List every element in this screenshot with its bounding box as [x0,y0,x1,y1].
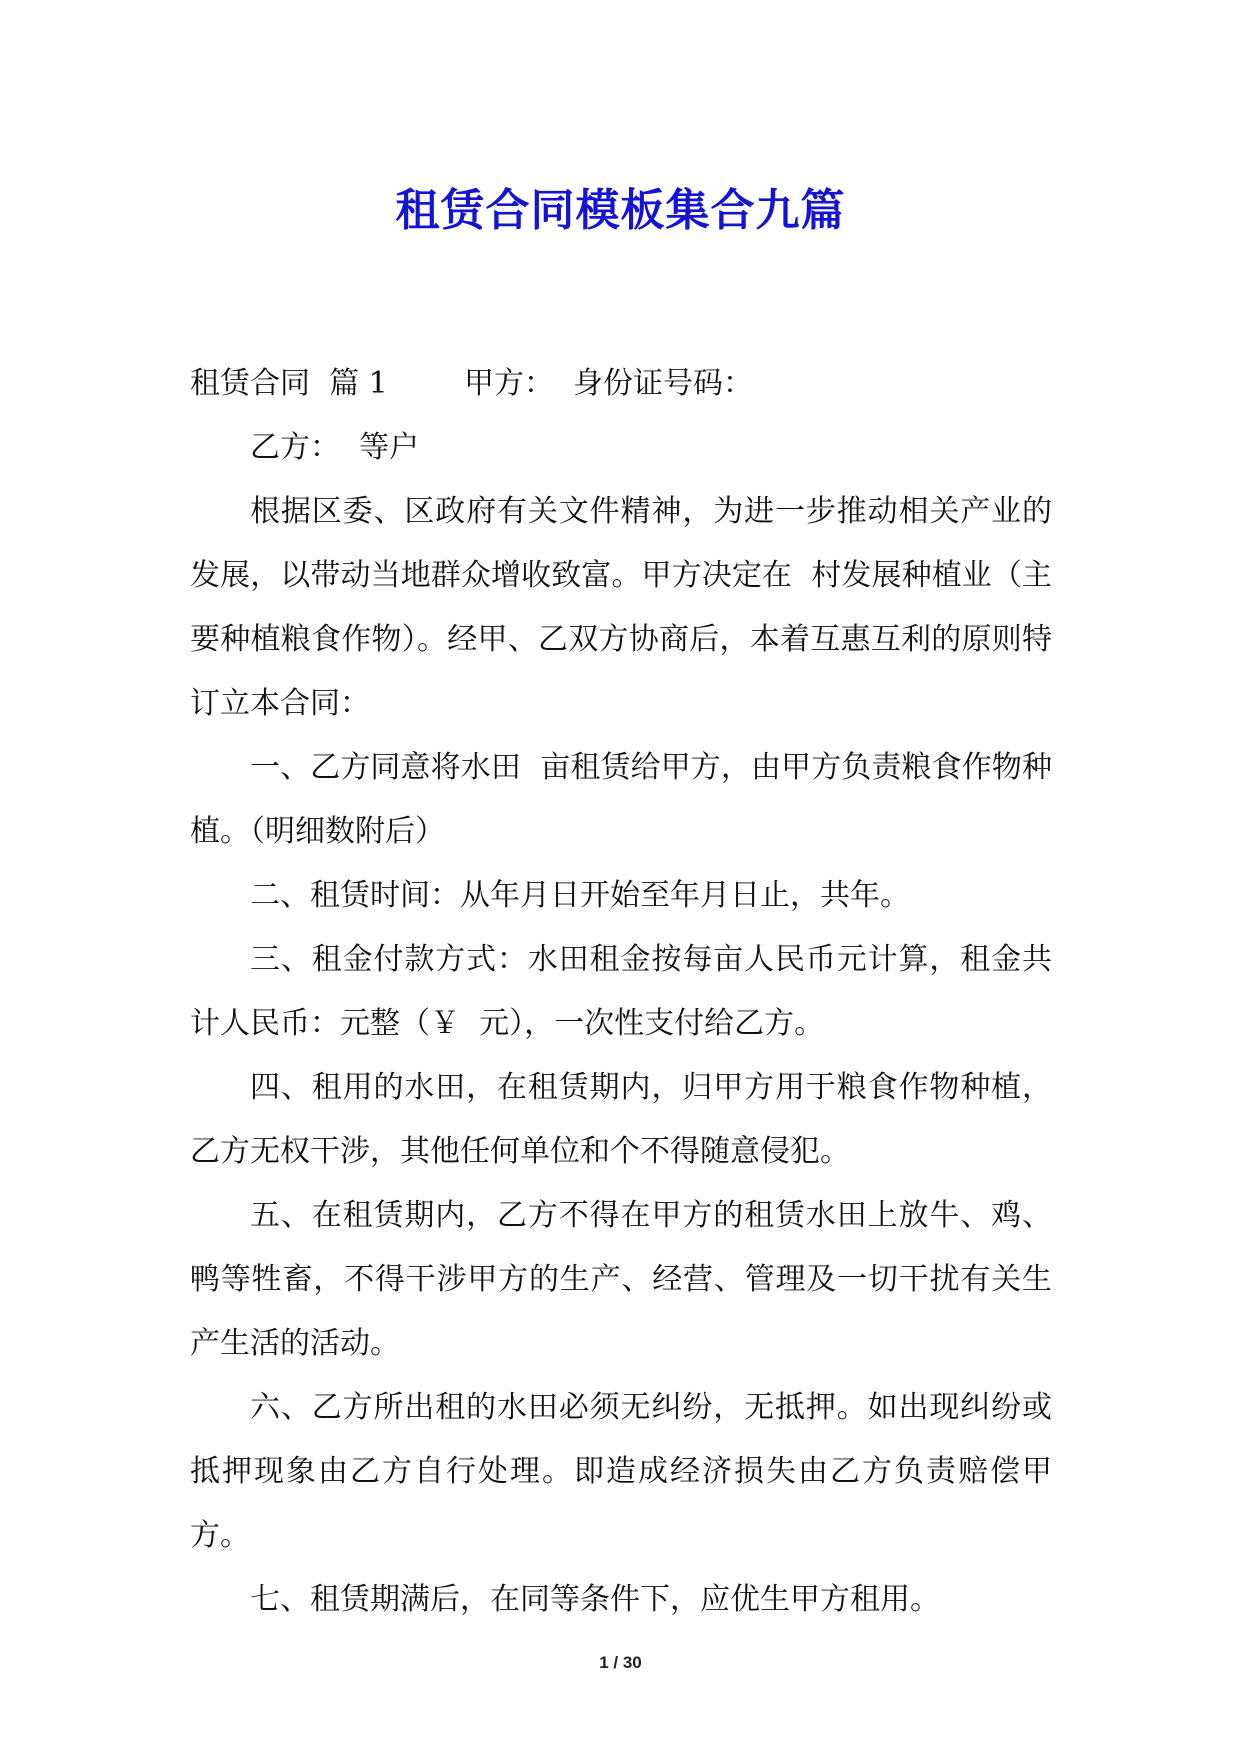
contract-heading-line: 租赁合同 篇 1 甲方： 身份证号码： [190,366,754,401]
document-body [190,352,1052,1632]
clause-3: 三、租金付款方式：水田租金按每亩人民币元计算，租金共计人民币：元整（￥ 元），一次性支付给乙方。 [190,942,1052,1041]
clause-6: 六、乙方所出租的水田必须无纠纷，无抵押。如出现纠纷或抵押现象由乙方自行处理。即造成经济损失由乙方负责赔偿甲方。 [190,1390,1052,1553]
document-title: 租赁合同模板集合九篇 [395,185,846,237]
clause-5: 五、在租赁期内，乙方不得在甲方的租赁水田上放牛、鸡、鸭等牲畜，不得干涉甲方的生产、经营、管理及一切干扰有关生产生活的活动。 [190,1198,1052,1361]
page-number: 1 / 30 [599,1653,642,1672]
clause-7: 七、租赁期满后，在同等条件下，应优生甲方租用。 [250,1582,940,1617]
party-b-line: 乙方： 等户 [250,430,420,465]
clause-1: 一、乙方同意将水田 亩租赁给甲方，由甲方负责粮食作物种植。（明细数附后） [190,750,1052,849]
clause-2: 二、租赁时间：从年月日开始至年月日止，共年。 [250,878,910,913]
preamble-paragraph: 根据区委、区政府有关文件精神，为进一步推动相关产业的发展，以带动当地群众增收致富。甲方决定在 村发展种植业（主要种植粮食作物）。经甲、乙双方协商后，本着互惠互利的原则特订立本合同： [190,494,1052,721]
clause-4: 四、租用的水田，在租赁期内，归甲方用于粮食作物种植，乙方无权干涉，其他任何单位和个不得随意侵犯。 [190,1070,1052,1169]
